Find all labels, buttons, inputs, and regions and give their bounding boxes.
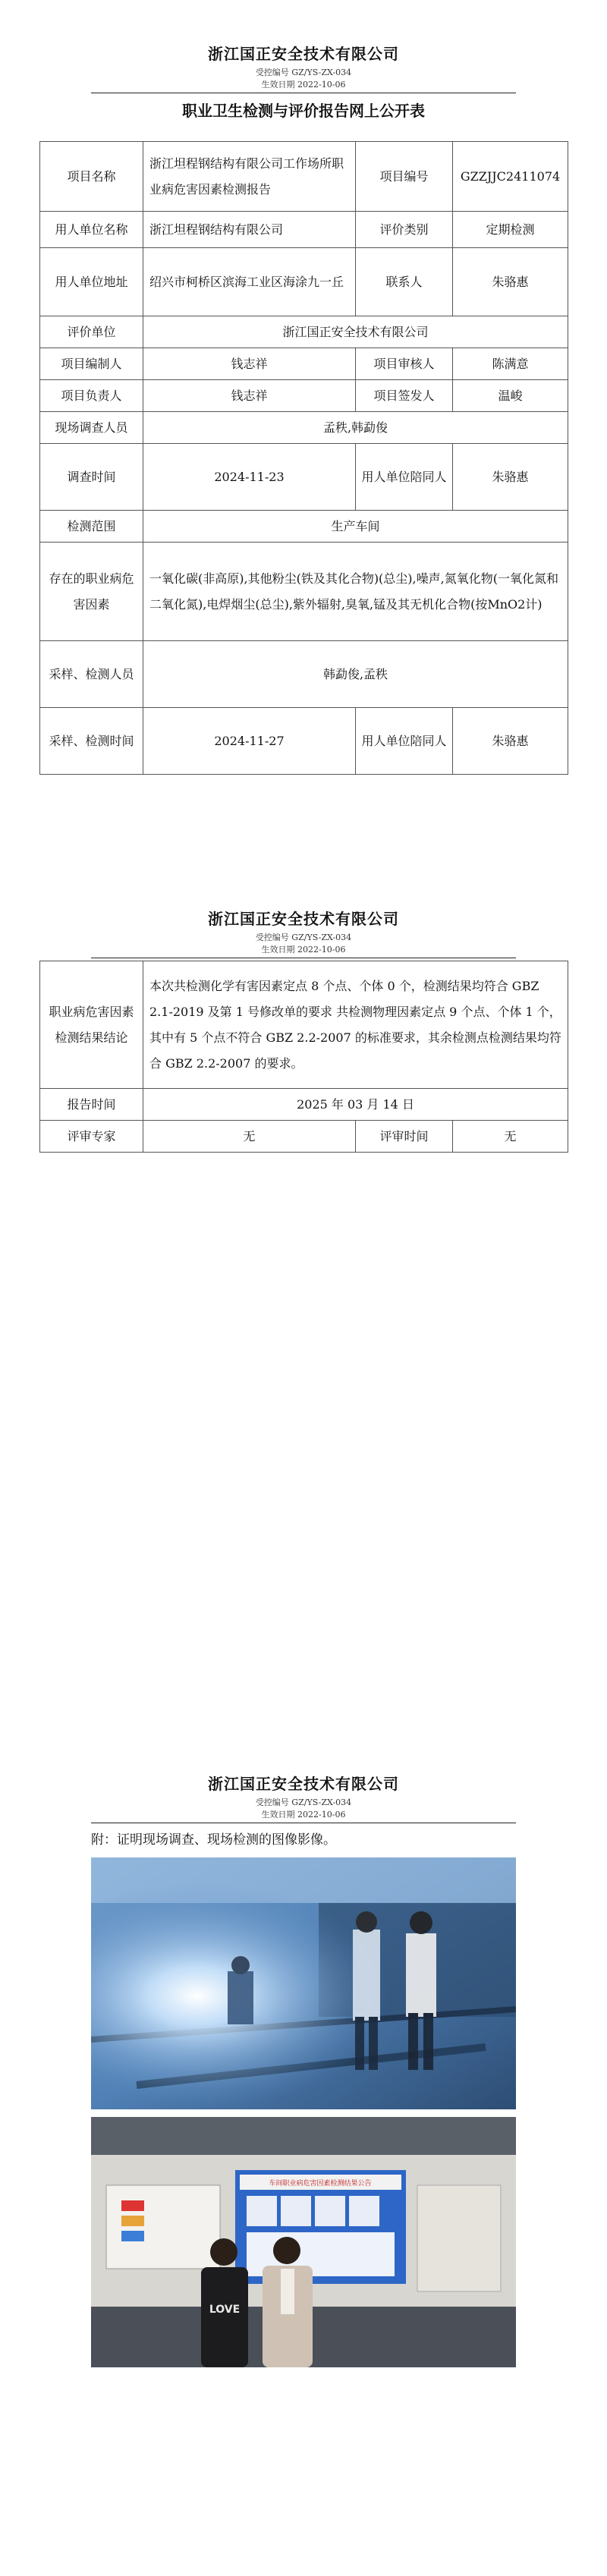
effective-date: 生效日期 2022-10-06: [261, 1810, 346, 1820]
label-survey-time: 调查时间: [40, 444, 143, 511]
label-reviewer: 项目审核人: [356, 348, 453, 380]
poster-title: 车间职业病危害因素检测结果公告: [269, 2180, 372, 2188]
notice-board-scene-image: [91, 2117, 516, 2367]
value-compiler: 钱志祥: [143, 348, 356, 380]
value-address: 绍兴市柯桥区滨海工业区海涂九一丘: [143, 248, 356, 316]
label-contact: 联系人: [356, 248, 453, 316]
value-companion-2: 朱骆惠: [453, 708, 568, 775]
document-title: 职业卫生检测与评价报告网上公开表: [182, 102, 425, 120]
company-name: 浙江国正安全技术有限公司: [208, 910, 399, 928]
label-employer: 用人单位名称: [40, 212, 143, 248]
page-header: [0, 42, 607, 91]
label-compiler: 项目编制人: [40, 348, 143, 380]
value-report-time: 2025 年 03 月 14 日: [143, 1089, 568, 1121]
page-header: [0, 1772, 607, 1821]
site-photo-welding: [91, 1857, 516, 2109]
value-companion: 朱骆惠: [453, 444, 568, 511]
label-address: 用人单位地址: [40, 248, 143, 316]
disclosure-table: [39, 141, 568, 775]
value-review-time: 无: [453, 1121, 568, 1153]
label-eval-type: 评价类别: [356, 212, 453, 248]
control-number: 受控编号 GZ/YS-ZX-034: [255, 68, 352, 77]
label-issuer: 项目签发人: [356, 380, 453, 412]
label-expert: 评审专家: [40, 1121, 143, 1153]
welding-scene-image: [91, 1857, 516, 2109]
value-scope: 生产车间: [143, 511, 568, 543]
company-name: 浙江国正安全技术有限公司: [208, 1775, 399, 1793]
label-samplers: 采样、检测人员: [40, 641, 143, 708]
value-reviewer: 陈满意: [453, 348, 568, 380]
label-sample-time: 采样、检测时间: [40, 708, 143, 775]
label-project-name: 项目名称: [40, 142, 143, 212]
value-samplers: 韩勐俊,孟秩: [143, 641, 568, 708]
label-project-no: 项目编号: [356, 142, 453, 212]
value-issuer: 温峻: [453, 380, 568, 412]
label-companion: 用人单位陪同人: [356, 444, 453, 511]
effective-date: 生效日期 2022-10-06: [261, 945, 346, 955]
value-expert: 无: [143, 1121, 356, 1153]
value-employer: 浙江坦程钢结构有限公司: [143, 212, 356, 248]
company-name: 浙江国正安全技术有限公司: [208, 45, 399, 63]
value-project-name: 浙江坦程钢结构有限公司工作场所职业病危害因素检测报告: [143, 142, 356, 212]
label-evaluator: 评价单位: [40, 316, 143, 348]
shirt-text: LOVE: [209, 2304, 241, 2316]
value-leader: 钱志祥: [143, 380, 356, 412]
value-hazards: 一氧化碳(非高原),其他粉尘(铁及其化合物)(总尘),噪声,氮氧化物(一氧化氮和二氧化氮),电焊烟尘(总尘),紫外辐射,臭氧,锰及其无机化合物(按MnO2计): [143, 543, 568, 641]
label-review-time: 评审时间: [356, 1121, 453, 1153]
label-hazards: 存在的职业病危害因素: [40, 543, 143, 641]
control-number: 受控编号 GZ/YS-ZX-034: [255, 1798, 352, 1807]
label-conclusion: 职业病危害因素检测结果结论: [40, 961, 143, 1089]
control-number: 受控编号 GZ/YS-ZX-034: [255, 933, 352, 942]
label-report-time: 报告时间: [40, 1089, 143, 1121]
value-surveyors: 孟秩,韩勐俊: [143, 412, 568, 444]
value-project-no: GZZJJC2411074: [453, 142, 568, 212]
value-contact: 朱骆惠: [453, 248, 568, 316]
label-companion-2: 用人单位陪同人: [356, 708, 453, 775]
site-photo-notice-board: [91, 2117, 516, 2367]
value-survey-time: 2024-11-23: [143, 444, 356, 511]
value-evaluator: 浙江国正安全技术有限公司: [143, 316, 568, 348]
label-scope: 检测范围: [40, 511, 143, 543]
label-leader: 项目负责人: [40, 380, 143, 412]
label-surveyors: 现场调查人员: [40, 412, 143, 444]
value-conclusion: 本次共检测化学有害因素定点 8 个点、个体 0 个，检测结果均符合 GBZ 2.1-2019 及第 1 号修改单的要求 共检测物理因素定点 9 个点、个体 1 个，其中有 5 个点不符合 GBZ 2.2-2007 的标准要求，其余检测点检测结果均符合 GBZ 2.2-2007 的要求。: [143, 961, 568, 1089]
effective-date: 生效日期 2022-10-06: [261, 80, 346, 90]
page-header: [0, 907, 607, 956]
conclusion-table: [39, 961, 568, 1153]
value-sample-time: 2024-11-27: [143, 708, 356, 775]
value-eval-type: 定期检测: [453, 212, 568, 248]
attachment-caption: 附：证明现场调查、现场检测的图像影像。: [91, 1832, 336, 1848]
